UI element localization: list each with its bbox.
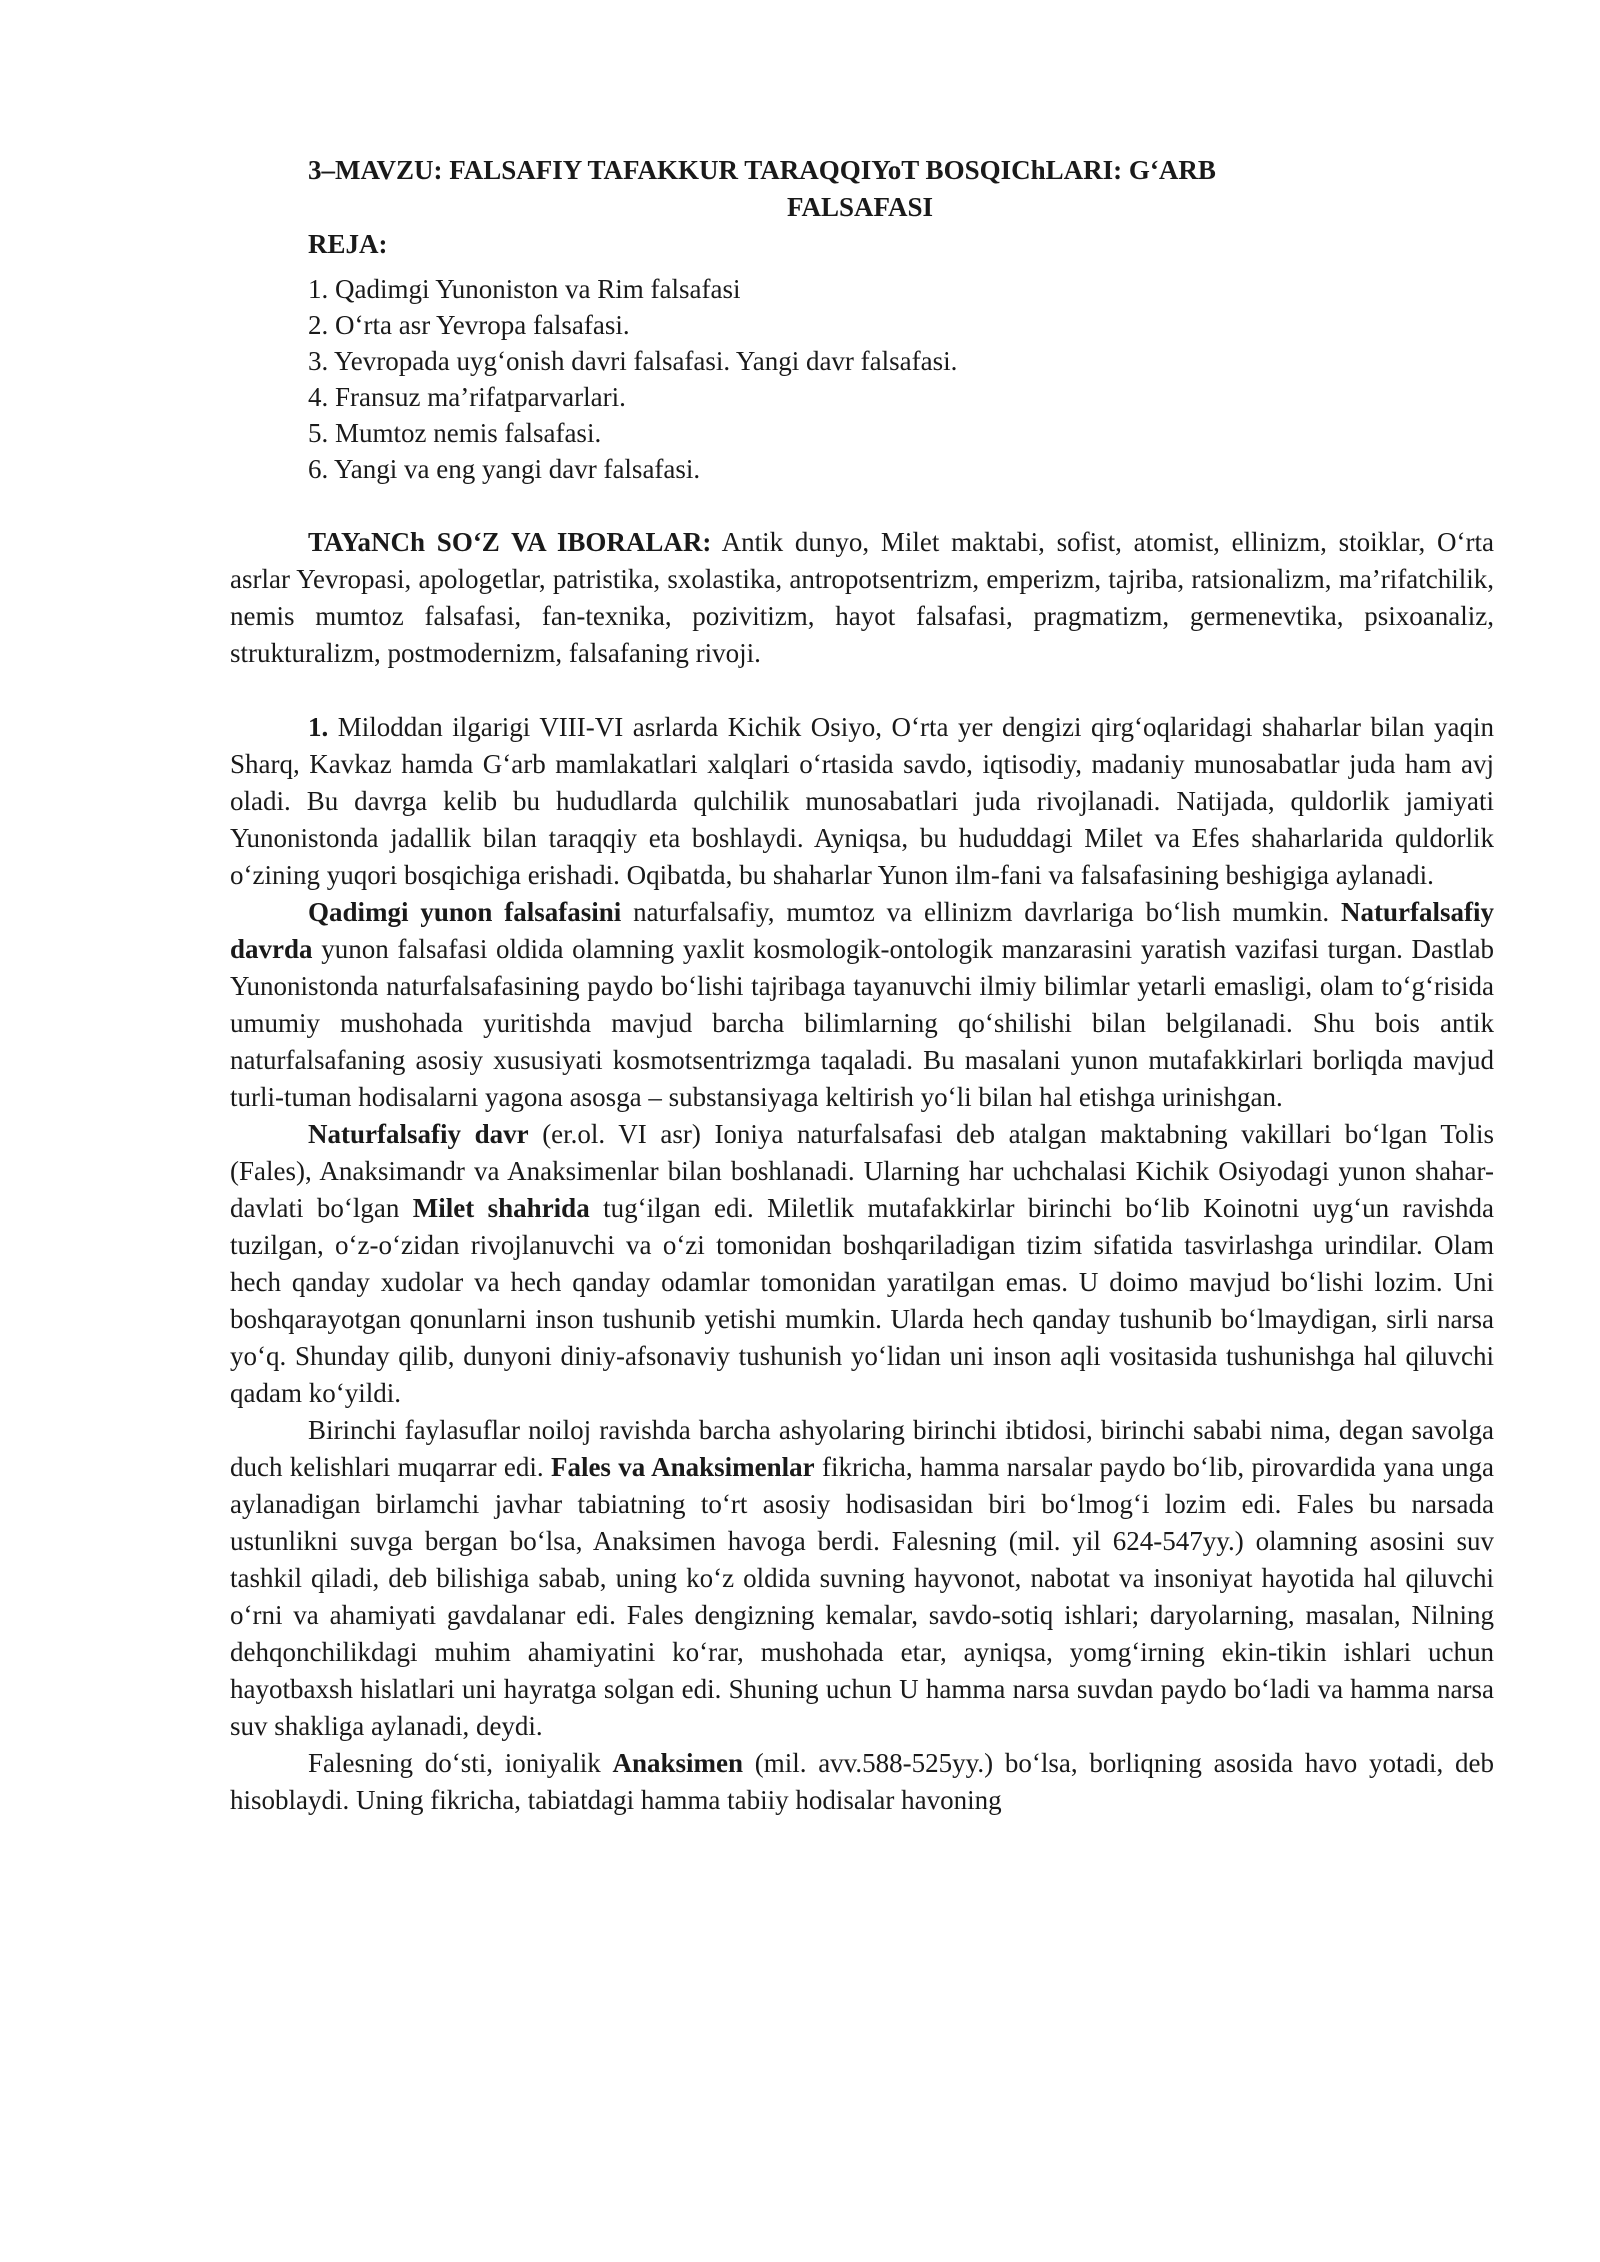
bold-term: Qadimgi yunon falsafasini xyxy=(308,897,622,927)
paragraph-text: Falesning do‘sti, ioniyalik xyxy=(308,1748,613,1778)
paragraph-text: Miloddan ilgarigi VIII-VI asrlarda Kichik Osiyo, O‘rta yer dengizi qirg‘oqlaridagi shaharlar bilan yaqin Sharq, Kavkaz hamda G‘arb mamlakatlari xalqlari o‘rtasida savdo, iqtisodiy, madaniy munosabatlar juda ham avj oladi. Bu davrga kelib bu hududlarda qulchilik munosabatlari juda rivojlanadi. Natijada, quldorlik jamiyati Yunonistonda jadallik bilan taraqqiy eta boshlaydi. Ayniqsa, bu hududdagi Milet va Efes shaharlarida quldorlik o‘zining yuqori bosqichiga erishadi. Oqibatda, bu shaharlar Yunon ilm-fani va falsafasining beshigiga aylanadi. xyxy=(230,712,1494,890)
bold-term: Naturfalsafiy davr xyxy=(308,1119,529,1149)
paragraph-text: Birinchi faylasuflar noiloj ravishda barcha ashyolaring birinchi ibtidosi, birinchi sababi nima, degan savolga duch kelishlari muqarrar edi. xyxy=(230,1415,1494,1482)
paragraph-1 xyxy=(230,709,1494,894)
bold-term: Anaksimen xyxy=(612,1748,743,1778)
paragraph-3 xyxy=(230,1116,1494,1412)
section-number: 1. xyxy=(308,712,329,742)
bold-term: Naturfalsafiy davrda xyxy=(230,897,1494,964)
keywords-text: Antik dunyo, Milet maktabi, sofist, atomist, ellinizm, stoiklar, O‘rta asrlar Yevropasi, apologetlar, patristika, sxolastika, antropotsentrizm, emperizm, tajriba, ratsionalizm, ma’rifatchilik, nemis mumtoz falsafasi, fan-texnika, pozivitizm, hayot falsafasi, pragmatizm, germenevtika, psixoanaliz, strukturalizm, postmodernizm, falsafaning rivoji. xyxy=(230,527,1494,668)
page-title xyxy=(308,152,1412,226)
title-line-2: FALSAFASI xyxy=(786,192,934,222)
paragraph-text: (mil. avv.588-525yy.) bo‘lsa, borliqning asosida havo yotadi, deb hisoblaydi. Uning fikricha, tabiatdagi hamma tabiiy hodisalar havoning xyxy=(230,1748,1494,1815)
plan-item: 1. Qadimgi Yunoniston va Rim falsafasi xyxy=(308,274,741,304)
paragraph-2 xyxy=(230,894,1494,1116)
title-line-1: 3–MAVZU: FALSAFIY TAFAKKUR TARAQQIYoT BOSQIChLARI: G‘ARB xyxy=(308,155,1216,185)
plan-item: 5. Mumtoz nemis falsafasi. xyxy=(308,418,602,448)
paragraph-text: tug‘ilgan edi. Miletlik mutafakkirlar birinchi bo‘lib Koinotni uyg‘un ravishda tuzilgan, o‘z-o‘zidan rivojlanuvchi va o‘zi tomonidan boshqariladigan tizim sifatida tasvirlashga urindilar. Olam hech qanday xudolar va hech qanday odamlar tomonidan yaratilgan emas. U doimo mavjud bo‘lishi lozim. Uni boshqarayotgan qonunlarni inson tushunib yetishi mumkin. Ularda hech qanday tushunib bo‘lmaydigan, sirli narsa yo‘q. Shunday qilib, dunyoni diniy-afsonaviy tushunish yo‘lidan uni inson aqli vositasida tushunishga hal qiluvchi qadam ko‘yildi. xyxy=(230,1193,1494,1408)
keywords-label: TAYaNCh SO‘Z VA IBORALAR: xyxy=(308,527,712,557)
keywords-paragraph xyxy=(230,524,1494,672)
plan-item: 6. Yangi va eng yangi davr falsafasi. xyxy=(308,454,701,484)
plan-item: 4. Fransuz ma’rifatparvarlari. xyxy=(308,382,626,412)
paragraph-text: fikricha, hamma narsalar paydo bo‘lib, pirovardida yana unga aylanadigan birlamchi javhar tabiatning to‘rt asosiy hodisasidan biri bo‘lmog‘i lozim edi. Fales bu narsada ustunlikni suvga bergan bo‘lsa, Anaksimen havoga berdi. Falesning (mil. yil 624-547yy.) olamning asosini suv tashkil qiladi, deb bilishiga sabab, uning ko‘z oldida suvning hayvonot, nabotat va insoniyat hayotida hal qiluvchi o‘rni va ahamiyati gavdalanar edi. Fales dengizning kemalar, savdo-sotiq ishlari; daryolarning, masalan, Nilning dehqonchilikdagi muhim ahamiyatini ko‘rar, mushohada etar, ayniqsa, yomg‘irning ekin-tikin ishlari uchun hayotbaxsh hislatlari uni hayratga solgan edi. Shuning uchun U hamma narsa suvdan paydo bo‘ladi va hamma narsa suv shakliga aylanadi, deydi. xyxy=(230,1452,1494,1741)
paragraph-5 xyxy=(230,1745,1494,1819)
paragraph-text: yunon falsafasi oldida olamning yaxlit kosmologik-ontologik manzarasini yaratish vazifasi turgan. Dastlab Yunonistonda naturfalsafasining paydo bo‘lishi tajribaga tayanuvchi ilmiy bilimlar yetarli emasligi, olam to‘g‘risida umumiy mushohada yuritishda mavjud barcha bilimlarning qo‘shilishi bilan belgilanadi. Shu bois antik naturfalsafaning asosiy xususiyati kosmotsentrizmga taqaladi. Bu masalani yunon mutafakkirlari borliqda mavjud turli-tuman hodisalarni yagona asosga – substansiyaga keltirish yo‘li bilan hal etishga urinishgan. xyxy=(230,934,1494,1112)
plan-item: 2. O‘rta asr Yevropa falsafasi. xyxy=(308,310,630,340)
paragraph-text: (er.ol. VI asr) Ioniya naturfalsafasi deb atalgan maktabning vakillari bo‘lgan Tolis (Fales), Anaksimandr va Anaksimenlar bilan boshlanadi. Ularning har uchchalasi Kichik Osiyodagi yunon shahar-davlati bo‘lgan xyxy=(230,1119,1495,1223)
document-page xyxy=(230,152,1494,1819)
plan-list xyxy=(308,271,1494,487)
plan-item: 3. Yevropada uyg‘onish davri falsafasi. Yangi davr falsafasi. xyxy=(308,346,958,376)
paragraph-4 xyxy=(230,1412,1494,1745)
plan-heading: REJA: xyxy=(308,229,388,259)
paragraph-text: naturfalsafiy, mumtoz va ellinizm davrlariga bo‘lish mumkin. xyxy=(621,897,1342,927)
bold-term: Milet shahrida xyxy=(412,1193,590,1223)
bold-term: Fales va Anaksimenlar xyxy=(550,1452,815,1482)
